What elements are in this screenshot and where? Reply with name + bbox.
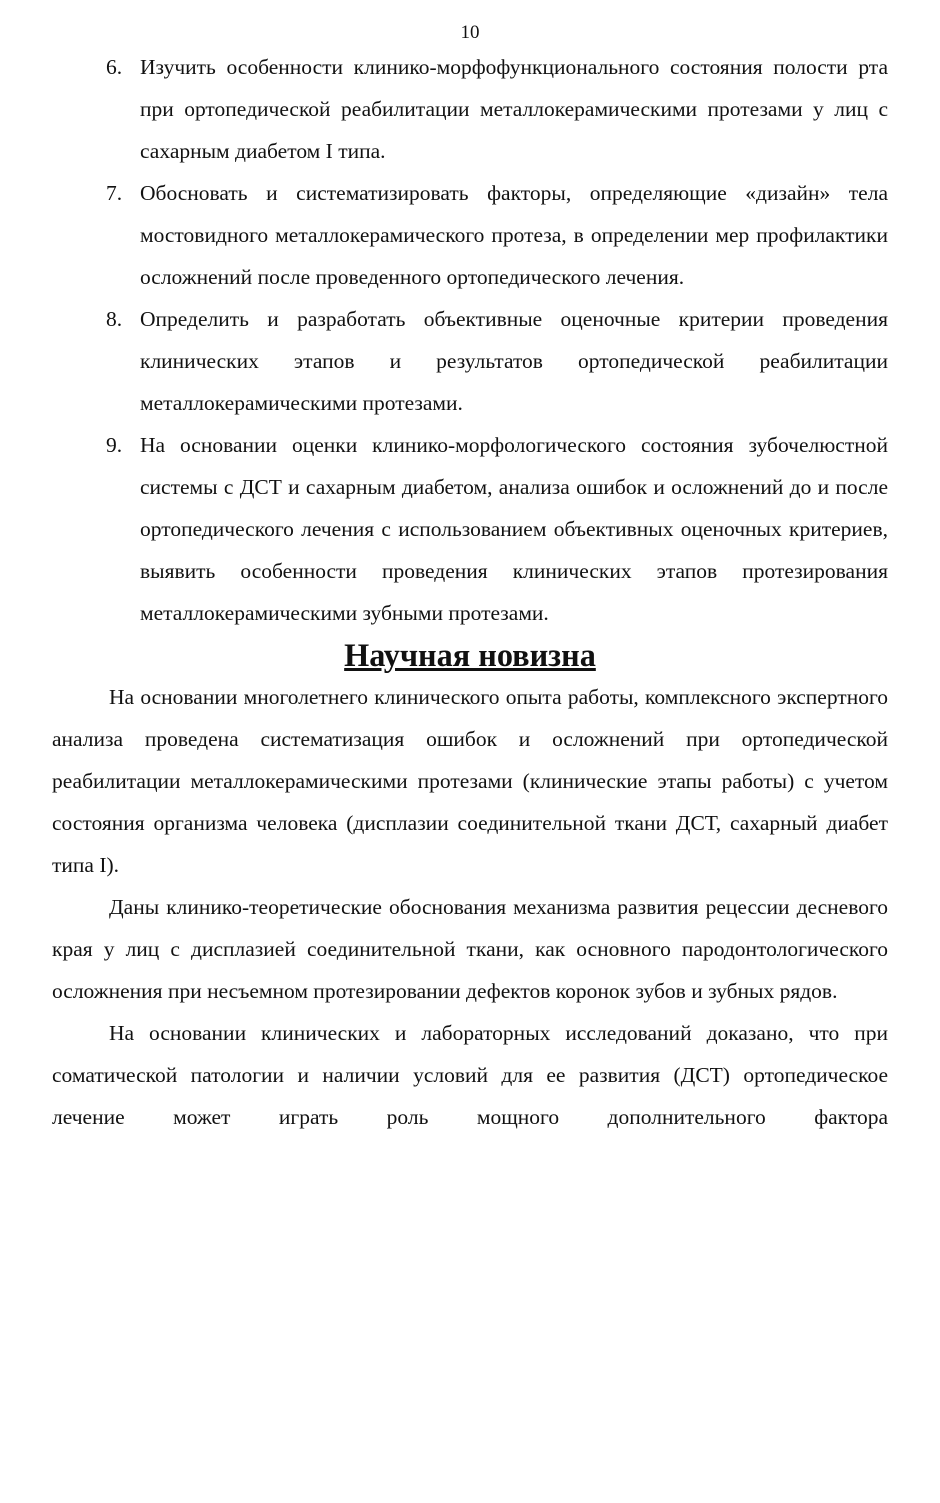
list-item bbox=[52, 424, 888, 634]
paragraph: На основании многолетнего клинического опыта работы, комплексного экспертного анализа проведена систематизация ошибок и осложнений при ортопедической реабилитации металлокерамическими протезами (клинические этапы работы) с учетом состояния организма человека (дисплазии соединительной ткани ДСТ, сахарный диабет типа I). bbox=[52, 685, 888, 877]
list-item bbox=[52, 298, 888, 424]
list-item-number: 8. bbox=[106, 307, 123, 331]
list-item-text: На основании оценки клинико-морфологического состояния зубочелюстной системы с ДСТ и сахарным диабетом, анализа ошибок и осложнений до и после ортопедического лечения с использованием объективных оценочных критериев, выявить особенности проведения клинических этапов протезирования металлокерамическими зубными протезами. bbox=[140, 433, 888, 625]
list-item-text: Обосновать и систематизировать факторы, определяющие «дизайн» тела мостовидного металлокерамического протеза, в определении мер профилактики осложнений после проведенного ортопедического лечения. bbox=[140, 181, 888, 289]
page-number: 10 bbox=[460, 22, 480, 43]
paragraph: На основании клинических и лабораторных исследований доказано, что при соматической патологии и наличии условий для ее развития (ДСТ) ортопедическое лечение может играть роль мощного дополнительного фактора bbox=[52, 1021, 888, 1129]
list-item-number: 6. bbox=[106, 55, 123, 79]
task-list bbox=[52, 46, 888, 634]
list-item-number: 9. bbox=[106, 433, 123, 457]
list-item-text: Определить и разработать объективные оценочные критерии проведения клинических этапов и результатов ортопедической реабилитации металлокерамическими протезами. bbox=[140, 307, 888, 415]
section-title: Научная новизна bbox=[344, 637, 596, 673]
list-item-text: Изучить особенности клинико-морфофункционального состояния полости рта при ортопедической реабилитации металлокерамическими протезами у лиц с сахарным диабетом I типа. bbox=[140, 55, 888, 163]
list-item bbox=[52, 46, 888, 172]
list-item-number: 7. bbox=[106, 181, 123, 205]
paragraph: Даны клинико-теоретические обоснования механизма развития рецессии десневого края у лиц с дисплазией соединительной ткани, как основного пародонтологического осложнения при несъемном протезировании дефектов коронок зубов и зубных рядов. bbox=[52, 895, 888, 1003]
list-item bbox=[52, 172, 888, 298]
